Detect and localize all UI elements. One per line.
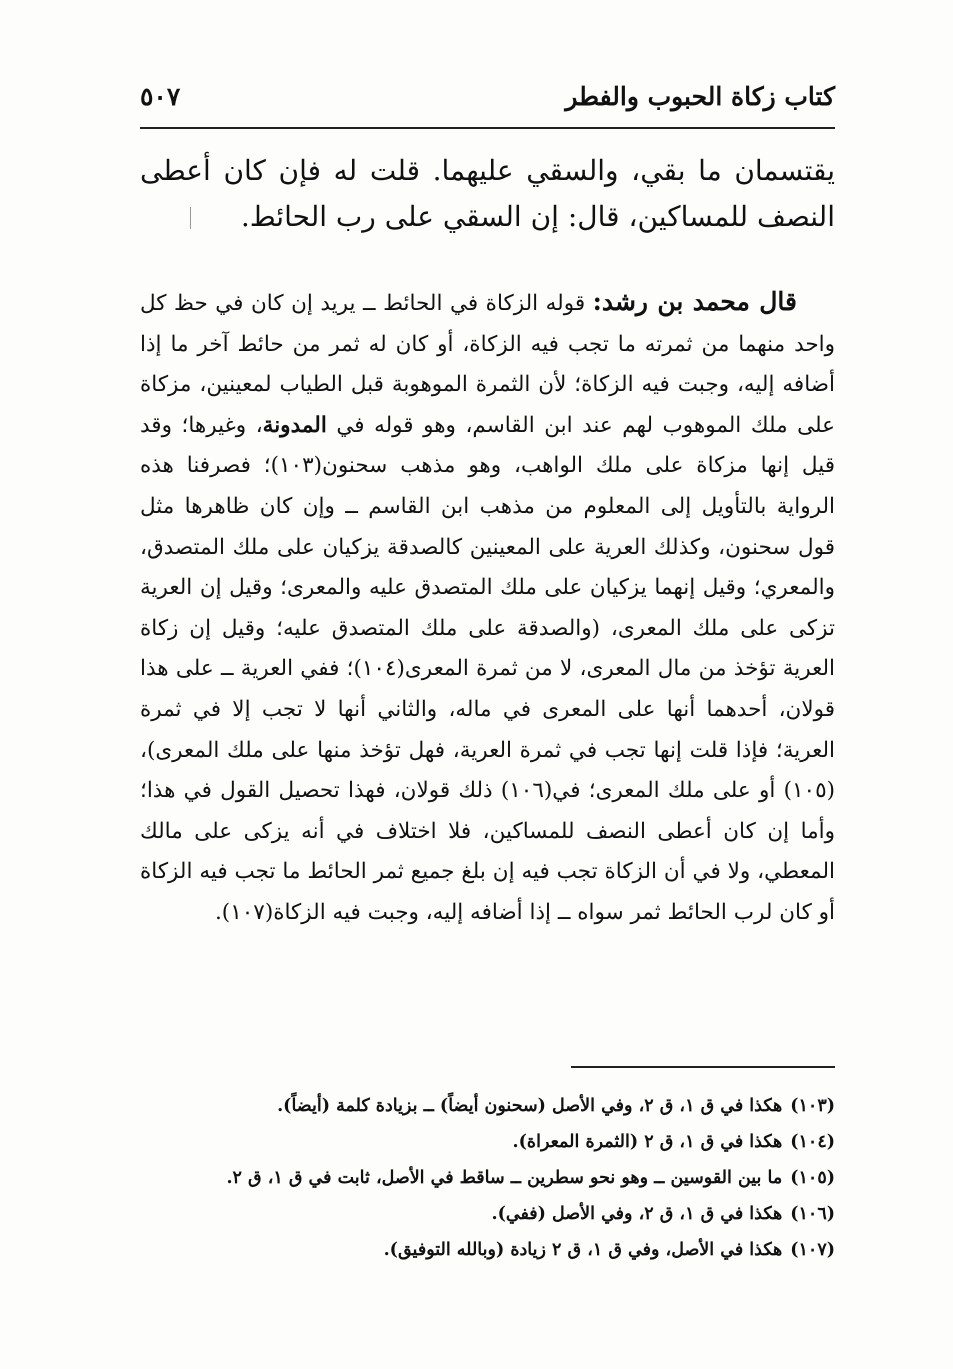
paragraph-lead: قال محمد بن رشد: <box>592 287 797 316</box>
footnote-107 <box>140 1232 835 1268</box>
footnote-text: ما بين القوسين ــ وهو نحو سطرين ــ ساقط في الأصل، ثابت في ق ١، ق ٢. <box>226 1168 783 1188</box>
footnote-number: (١٠٥) <box>790 1168 835 1188</box>
main-paragraph <box>140 282 835 934</box>
footnote-number: (١٠٧) <box>790 1240 835 1260</box>
footnotes-list <box>140 1088 835 1268</box>
footnote-text: هكذا في الأصل، وفي ق ١، ق ٢ زيادة (وبالله التوفيق). <box>383 1240 783 1260</box>
footnote-104 <box>140 1124 835 1160</box>
paragraph-text-part1: قوله الزكاة في الحائط ــ يريد إن كان في حظ كل واحد منهما من ثمرته ما تجب فيه الزكاة، أو كان له ثمر من حائط آخر ما إذا أضافه إليه، وجبت فيه الزكاة؛ لأن الثمرة الموهوبة قبل الطياب لمعينين، مزكاة على ملك الموهوب لهم عند ابن القاسم، وهو قوله في <box>140 291 835 438</box>
mudawwana-title: المدونة <box>262 412 327 438</box>
footnote-text: هكذا في ق ١، ق ٢، وفي الأصل (سحنون أيضاً) ــ بزيادة كلمة (أيضاً). <box>277 1096 783 1116</box>
footnote-number: (١٠٣) <box>790 1096 835 1116</box>
running-title: كتاب زكاة الحبوب والفطر <box>565 82 835 111</box>
footnote-103 <box>140 1088 835 1124</box>
top-paragraph: يقتسمان ما بقي، والسقي عليهما. قلت له فإن كان أعطى النصف للمساكين، قال: إن السقي على رب الحائط. <box>140 154 835 233</box>
footnote-105 <box>140 1160 835 1196</box>
footnote-text: هكذا في ق ١، ق ٢، وفي الأصل (ففي). <box>491 1204 783 1224</box>
running-header <box>140 78 835 118</box>
page-number: ٥٠٧ <box>140 82 181 111</box>
footnote-number: (١٠٤) <box>790 1132 835 1152</box>
footnote-number: (١٠٦) <box>790 1204 835 1224</box>
header-rule <box>140 127 835 129</box>
paragraph-text-part2: ، وغيرها؛ وقد قيل إنها مزكاة على ملك الواهب، وهو مذهب سحنون(١٠٣)؛ فصرفنا هذه الرواية بالتأويل إلى المعلوم من مذهب ابن القاسم ــ وإن كان ظاهرها مثل قول سحنون، وكذلك العرية على المعينين كالصدقة يزكيان على ملك المتصدق، والمعري؛ وقيل إنهما يزكيان على ملك المتصدق عليه والمعرى؛ وقيل إن العرية تزكى على ملك المعرى، (والصدقة على ملك المتصدق عليه؛ وقيل إن زكاة العرية تؤخذ من مال المعرى، لا من ثمرة المعرى(١٠٤)؛ ففي العرية ــ على هذا قولان، أحدهما أنها على المعرى في ماله، والثاني أنها لا تجب إلا في ثمرة العرية؛ فإذا قلت إنها تجب في ثمرة العرية، فهل تؤخذ منها على ملك المعرى)، (١٠٥) أو على ملك المعرى؛ في(١٠٦) ذلك قولان، فهذا تحصيل القول في هذا؛ وأما إن كان أعطى النصف للمساكين، فلا اختلاف في أنه يزكى على مالك المعطي، ولا في أن الزكاة تجب فيه إن بلغ جميع ثمر الحائط ما تجب فيه الزكاة أو كان لرب الحائط ثمر سواه ــ إذا أضافه إليه، وجبت فيه الزكاة(١٠٧). <box>140 412 836 925</box>
footnote-106 <box>140 1196 835 1232</box>
margin-mark <box>190 207 191 229</box>
footnote-text: هكذا في ق ١، ق ٢ (الثمرة المعراة). <box>512 1132 783 1152</box>
footnote-separator <box>571 1066 835 1068</box>
